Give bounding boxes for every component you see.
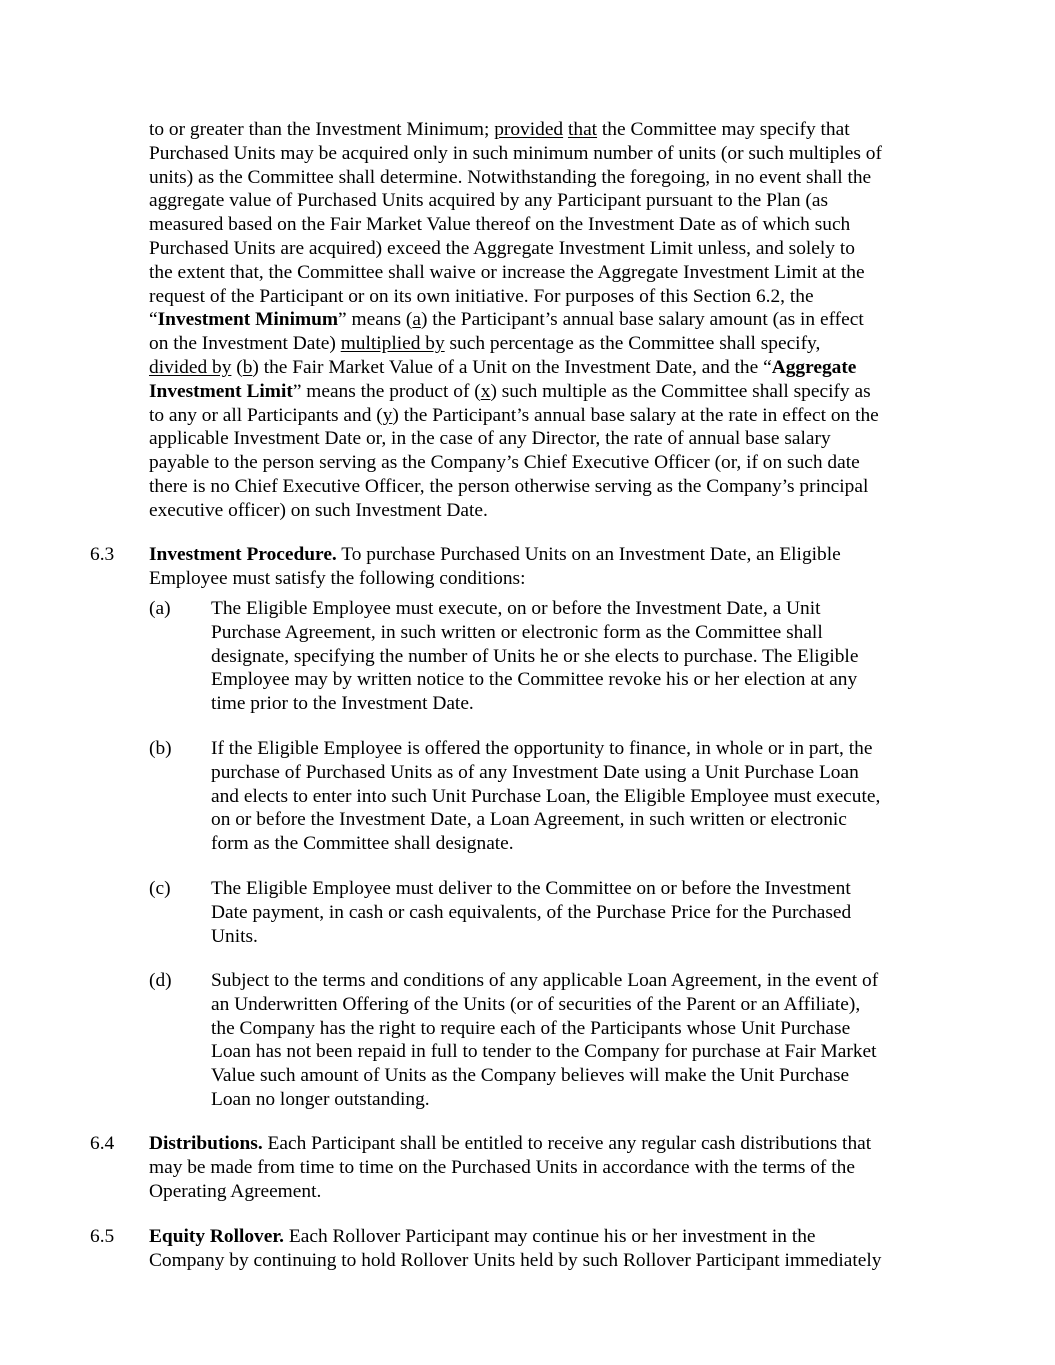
text-line: time prior to the Investment Date. [211, 693, 474, 715]
that-term: that [567, 119, 598, 140]
text-line: form as the Committee shall designate. [211, 833, 514, 855]
section-heading: Investment Procedure. [149, 544, 337, 565]
text-line: Purchased Units may be acquired only in such minimum number of units (or such multiples of [149, 142, 882, 164]
subsection-letter-c: (c) [149, 878, 171, 899]
section-number-6-3: 6.3 [90, 544, 115, 565]
text-line: to any or all Participants and (y) the Participant’s annual base salary at the rate in effect on the [149, 404, 879, 426]
text-line: The Eligible Employee must deliver to the Committee on or before the Investment [211, 878, 851, 899]
text-line: Company by continuing to hold Rollover Units held by such Rollover Participant immediately [149, 1249, 882, 1271]
text-line: Distributions. Each Participant shall be entitled to receive any regular cash distributions that [149, 1133, 872, 1154]
subsection-c-text [211, 877, 941, 948]
clause-marker-a: a [412, 309, 421, 331]
text-line: Equity Rollover. Each Rollover Participant may continue his or her investment in the [149, 1226, 816, 1247]
text-line: and elects to enter into such Unit Purchase Loan, the Eligible Employee must execute, [211, 785, 881, 807]
text-line: units) as the Committee shall determine. Notwithstanding the foregoing, in no event shall the [149, 166, 872, 188]
defined-term-investment-minimum: Investment Minimum [157, 309, 339, 331]
text-line: Date payment, in cash or cash equivalents, of the Purchase Price for the Purchased [211, 901, 852, 923]
text-line: applicable Investment Date or, in the case of any Director, the rate of annual base salary [149, 428, 831, 450]
text-line: “Investment Minimum” means (a) the Participant’s annual base salary amount (as in effect [149, 309, 864, 331]
text-line: Purchase Agreement, in such written or electronic form as the Committee shall [211, 621, 823, 643]
defined-term-investment-limit: Investment Limit [149, 380, 293, 402]
text-line: Value such amount of Units as the Company believes will make the Unit Purchase [211, 1065, 850, 1087]
subsection-d-text [211, 969, 941, 1112]
section-6-2-continuation [149, 118, 939, 523]
section-6-4-text [149, 1132, 939, 1203]
text-line: Operating Agreement. [149, 1180, 322, 1202]
text-line: Loan no longer outstanding. [211, 1088, 430, 1110]
subsection-a-text [211, 597, 941, 716]
text-line: aggregate value of Purchased Units acquired by any Participant pursuant to the Plan (as [149, 190, 829, 212]
text-line: Subject to the terms and conditions of any applicable Loan Agreement, in the event of [211, 970, 879, 991]
divided-by-term: divided by [149, 356, 232, 378]
text-line: divided by (b) the Fair Market Value of a Unit on the Investment Date, and the “Aggregate [149, 356, 857, 378]
text-line: to or greater than the Investment Minimum; provided that the Committee may specify that [149, 119, 850, 140]
section-6-5-text [149, 1225, 939, 1273]
text-line: Loan has not been repaid in full to tender to the Company for purchase at Fair Market [211, 1041, 877, 1063]
text-line: on or before the Investment Date, a Loan Agreement, in such written or electronic [211, 809, 847, 831]
text-line: Units. [211, 925, 258, 947]
text-line: the Company has the right to require each of the Participants whose Unit Purchase [211, 1017, 851, 1039]
subsection-b-text [211, 737, 941, 856]
text-line: request of the Participant or on its own initiative. For purposes of this Section 6.2, the [149, 285, 814, 307]
section-6-3-intro [149, 543, 939, 591]
text-line: payable to the person serving as the Company’s Chief Executive Officer (or, if on such date [149, 452, 860, 474]
clause-marker-y: y [382, 404, 393, 426]
provided-term: provided [494, 119, 564, 140]
text-line: an Underwritten Offering of the Units (or of securities of the Parent or an Affiliate), [211, 993, 861, 1015]
clause-marker-x: x [480, 380, 491, 402]
text-line: Investment Limit” means the product of (x) such multiple as the Committee shall specify as [149, 380, 871, 402]
text-line: executive officer) on such Investment Date. [149, 499, 488, 521]
text-line: designate, specifying the number of Units he or she elects to purchase. The Eligible [211, 645, 859, 667]
clause-marker-b: b [242, 356, 253, 378]
defined-term-aggregate: Aggregate [771, 356, 857, 378]
text-line: on the Investment Date) multiplied by such percentage as the Committee shall specify, [149, 333, 821, 355]
subsection-letter-a: (a) [149, 598, 171, 619]
text-line: Employee may by written notice to the Committee revoke his or her election at any [211, 669, 858, 691]
multiplied-by-term: multiplied by [340, 333, 445, 355]
text-line: Purchased Units are acquired) exceed the Aggregate Investment Limit unless, and solely to [149, 237, 855, 259]
text-line: measured based on the Fair Market Value thereof on the Investment Date as of which such [149, 214, 851, 236]
text-line: Employee must satisfy the following conditions: [149, 567, 526, 589]
section-heading: Equity Rollover. [149, 1226, 285, 1247]
section-number-6-5: 6.5 [90, 1226, 115, 1247]
text-line: may be made from time to time on the Purchased Units in accordance with the terms of the [149, 1156, 855, 1178]
section-number-6-4: 6.4 [90, 1133, 115, 1154]
text-line: the extent that, the Committee shall waive or increase the Aggregate Investment Limit at the [149, 261, 865, 283]
subsection-letter-d: (d) [149, 970, 172, 991]
text-line: The Eligible Employee must execute, on or before the Investment Date, a Unit [211, 598, 821, 619]
text-line: there is no Chief Executive Officer, the person otherwise serving as the Company’s principal [149, 475, 869, 497]
text-line: purchase of Purchased Units as of any Investment Date using a Unit Purchase Loan [211, 761, 859, 783]
section-heading: Distributions. [149, 1133, 263, 1154]
text-line: Investment Procedure. To purchase Purchased Units on an Investment Date, an Eligible [149, 544, 841, 565]
text-line: If the Eligible Employee is offered the opportunity to finance, in whole or in part, the [211, 738, 873, 759]
subsection-letter-b: (b) [149, 738, 172, 759]
